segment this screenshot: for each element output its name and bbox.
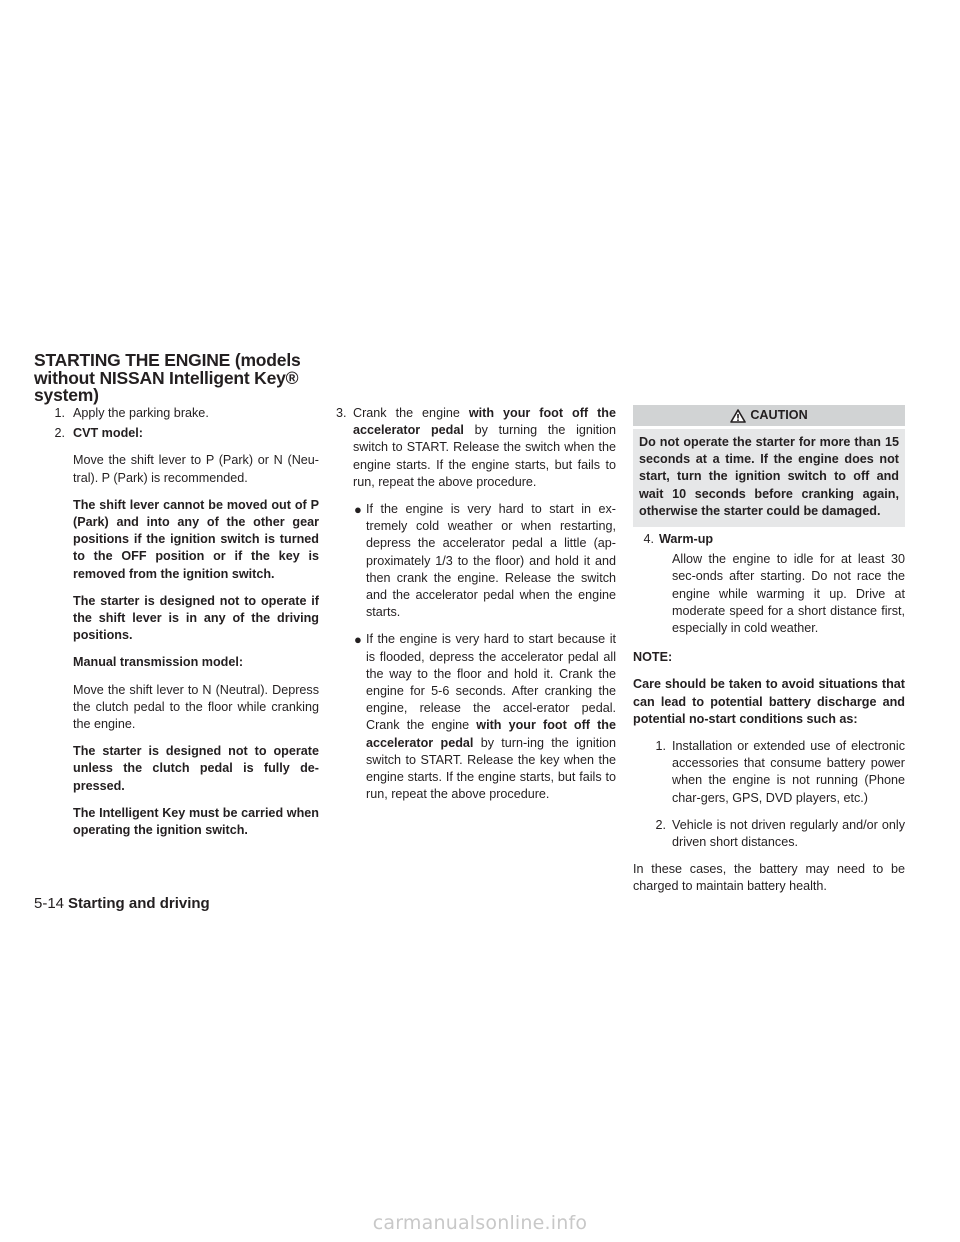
warning-triangle-icon [730,409,746,423]
note-item-1-number: 1. [655,739,666,754]
caution-header [633,405,905,426]
note-item-2-number: 2. [655,817,666,832]
section-title: STARTING THE ENGINE (models without NISSAN Intelligent Key® system) [34,350,301,405]
step-1 [34,405,319,422]
note-text: Care should be taken to avoid situations that can lead to potential battery discharge and potential no-start conditions such as: [633,677,905,726]
note-item-2 [633,817,905,851]
watermark: carmanualsonline.info [372,1212,588,1234]
cvt-warning-1: The shift lever cannot be moved out of P (Park) and into any of the other gear positions if the ignition switch is turned to the OFF position or if the key is removed from the ignition switch. [73,497,319,581]
bullet-icon: ● [354,632,362,648]
step-3-text-c: by turning the ignition switch to START. Release the switch when the engine starts. If the engine starts, but fails to run, repeat the above procedure. [353,423,616,489]
bullet-flooded [336,631,616,803]
bullet-2-text-c: by turn-ing the ignition switch to START. Release the key when the engine starts. If the engine starts, but fails to run, repeat the above procedure. [366,735,616,802]
footer-section-name: Starting and driving [68,895,210,912]
caution-box [633,429,905,527]
step-1-text: Apply the parking brake. [73,406,209,420]
bullet-2-text-b: with your foot off the accelerator pedal [366,718,616,750]
note-item-2-text: Vehicle is not driven regularly and/or only driven short distances. [672,817,905,850]
step-4-heading [633,531,905,548]
step-4-number: 4. [643,532,654,547]
step-4-heading-text: Warm-up [659,532,714,547]
step-2-heading [34,425,319,442]
caution-label: CAUTION [750,407,808,422]
step-2-heading-text: CVT model: [73,426,143,441]
bullet-cold-weather [336,501,616,621]
page-number: 5-14 [34,895,65,912]
warm-up-text: Allow the engine to idle for at least 30 sec-onds after starting. Do not race the engine while warming it up. Drive at moderate speed for a short distance first, especially in cold weather. [672,552,905,636]
closing-text: In these cases, the battery may need to be charged to maintain battery health. [633,862,905,894]
bullet-1-text: If the engine is very hard to start in ex-tremely cold weather or when restarting, depress the accelerator pedal a little (ap-proximately 1/3 to the floor) and hold it and then crank the engine. Release the switch and the accelerator pedal when the engine starts. [366,502,616,620]
manual-heading: Manual transmission model: [73,655,244,670]
column-1 [34,405,319,849]
intelligent-key-note: The Intelligent Key must be carried when operating the ignition switch. [73,805,319,838]
cvt-warning-2: The starter is designed not to operate if the shift lever is in any of the driving positions. [73,593,319,643]
step-3-text-a: Crank the engine [353,406,469,420]
cvt-instruction: Move the shift lever to P (Park) or N (Neu-tral). P (Park) is recommended. [73,453,319,485]
caution-text: Do not operate the starter for more than 15 seconds at a time. If the engine does not start, turn the ignition switch to off and wait 10 seconds before cranking again, otherwise the starter could be damaged. [639,435,899,518]
note-heading: NOTE: [633,650,673,665]
bullet-2-text-a: If the engine is very hard to start because it is flooded, depress the accelerator pedal all the way to the floor and hold it. Crank the engine for 5-6 seconds. After cranking the engine, release the accel-erator pedal. Crank the engine [366,632,616,733]
step-3-text-b: with your foot off the accelerator pedal [353,406,616,438]
page-footer [34,895,210,913]
step-2-number: 2. [54,426,65,441]
step-1-number: 1. [54,406,65,420]
step-3-number: 3. [336,406,347,420]
manual-instruction: Move the shift lever to N (Neutral). Depress the clutch pedal to the floor while cranking the engine. [73,682,319,732]
column-2 [336,405,616,813]
step-3 [336,405,616,491]
column-3 [633,405,905,906]
manual-warning: The starter is designed not to operate unless the clutch pedal is fully de-pressed. [73,744,319,793]
note-item-1 [633,738,905,807]
note-item-1-text: Installation or extended use of electronic accessories that consume battery power when the engine is not running (Phone char-gers, GPS, DVD players, etc.) [672,739,905,805]
bullet-icon: ● [354,502,362,518]
